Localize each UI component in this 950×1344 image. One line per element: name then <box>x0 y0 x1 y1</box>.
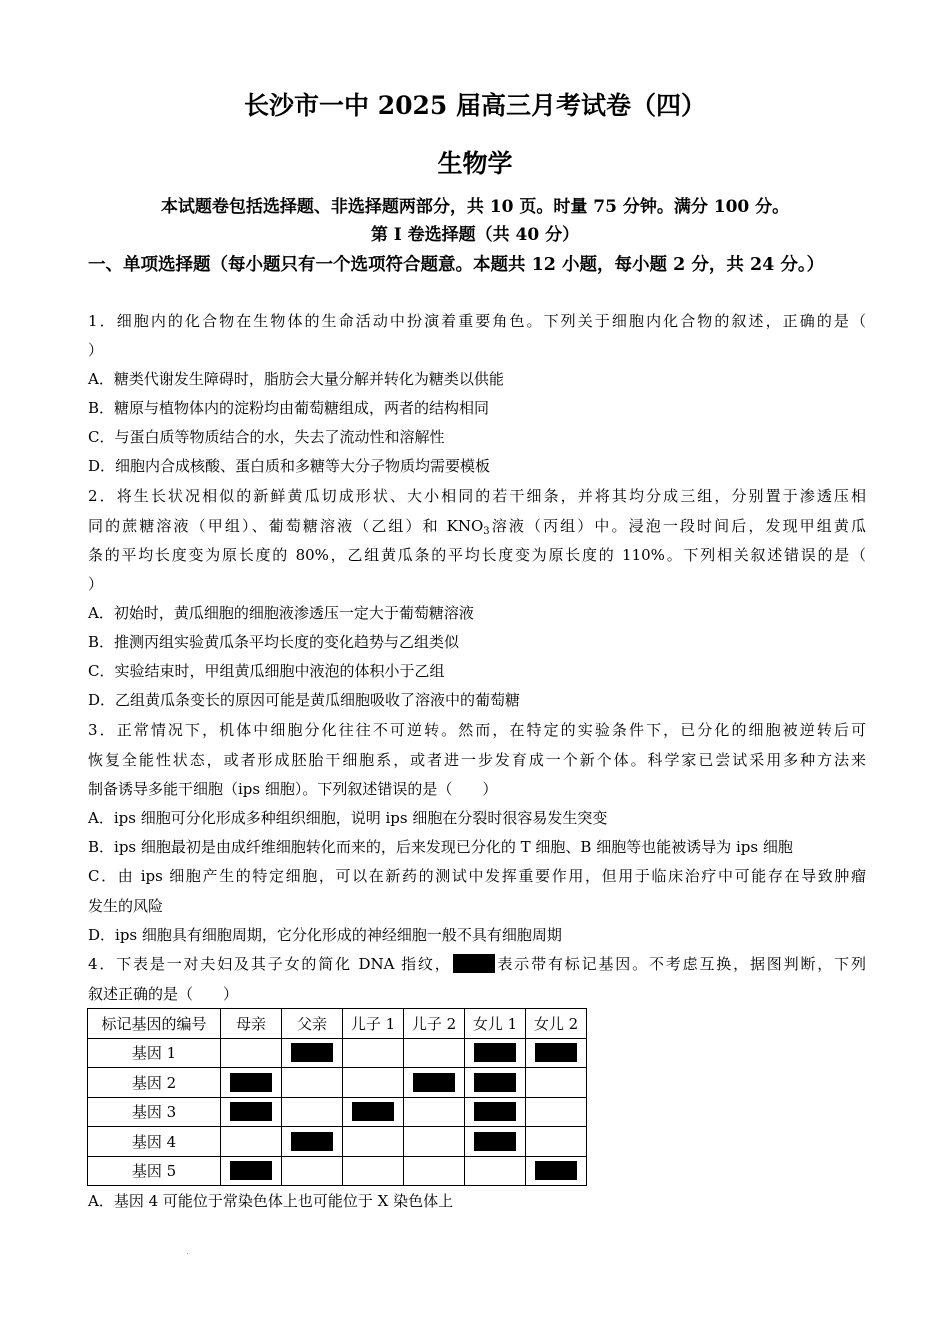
q2-stem-line-2a: 同的蔗糖溶液（甲组）、葡萄糖溶液（乙组）和 KNO <box>88 517 484 535</box>
marker-cell <box>282 1097 343 1127</box>
gene-label-cell: 基因 4 <box>88 1127 221 1157</box>
marker-cell <box>282 1127 343 1157</box>
table-row <box>88 1068 587 1098</box>
q2-stem-line-2 <box>88 516 866 536</box>
gene-label-cell: 基因 5 <box>88 1156 221 1186</box>
q2-option-b: B．推测丙组实验黄瓜条平均长度的变化趋势与乙组类似 <box>88 633 460 651</box>
header-cell: 父亲 <box>282 1009 343 1039</box>
marker-cell <box>343 1038 404 1068</box>
marker-cell <box>221 1097 282 1127</box>
exam-info: 本试题卷包括选择题、非选择题两部分，共 10 页。时量 75 分钟。满分 100 分。 <box>160 197 790 217</box>
q4-stem-line-2: 叙述正确的是（ ） <box>88 985 239 1003</box>
q1-option-d: D．细胞内合成核酸、蛋白质和多糖等大分子物质均需要模板 <box>88 457 491 475</box>
table-header-row <box>88 1009 587 1039</box>
q2-stem-line-4: ） <box>88 575 104 593</box>
q1-stem-line-2: ） <box>88 341 104 359</box>
marker-cell <box>526 1068 587 1098</box>
gene-marker-block <box>230 1073 272 1092</box>
subject-title: 生物学 <box>437 149 513 178</box>
q3-stem-line-2: 恢复全能性状态，或者形成胚胎干细胞系，或者进一步发育成一个新个体。科学家已尝试采用多种方法来 <box>88 751 866 769</box>
marker-cell <box>221 1038 282 1068</box>
marker-cell <box>404 1038 465 1068</box>
marker-cell <box>282 1038 343 1068</box>
marker-cell <box>526 1127 587 1157</box>
marker-cell <box>465 1068 526 1098</box>
part-title: 第 I 卷选择题（共 40 分） <box>370 225 580 245</box>
exam-title: 长沙市一中 2025 届高三月考试卷（四） <box>244 91 706 120</box>
marker-cell <box>404 1068 465 1098</box>
scan-speck <box>187 1253 188 1254</box>
q1-option-a: A．糖类代谢发生障碍时，脂肪会大量分解并转化为糖类以供能 <box>88 370 504 388</box>
gene-marker-block <box>291 1132 333 1151</box>
marker-cell <box>343 1156 404 1186</box>
marker-cell <box>282 1156 343 1186</box>
marker-cell <box>221 1127 282 1157</box>
marker-cell <box>221 1068 282 1098</box>
q1-option-c: C．与蛋白质等物质结合的水，失去了流动性和溶解性 <box>88 428 445 446</box>
gene-marker-block <box>474 1073 516 1092</box>
q3-option-c-line-2: 发生的风险 <box>88 897 164 915</box>
header-cell: 女儿 2 <box>526 1009 587 1039</box>
q2-option-c: C．实验结束时，甲组黄瓜细胞中液泡的体积小于乙组 <box>88 662 445 680</box>
q1-stem-line-1: 1．细胞内的化合物在生物体的生命活动中扮演着重要角色。下列关于细胞内化合物的叙述，正确的是（ <box>88 312 866 330</box>
marker-legend-box <box>453 954 495 973</box>
table-row <box>88 1156 587 1186</box>
gene-marker-block <box>230 1102 272 1121</box>
section-heading: 一、单项选择题（每小题只有一个选项符合题意。本题共 12 小题，每小题 2 分，共 24 分。） <box>88 255 825 275</box>
header-cell: 母亲 <box>221 1009 282 1039</box>
gene-marker-block <box>474 1102 516 1121</box>
q4-stem-line-1 <box>88 954 866 974</box>
marker-cell <box>221 1156 282 1186</box>
q4-stem-line-1b: 表示带有标记基因。不考虑互换，据图判断，下列 <box>495 955 866 973</box>
marker-cell <box>526 1038 587 1068</box>
header-cell: 儿子 1 <box>343 1009 404 1039</box>
gene-label-cell: 基因 2 <box>88 1068 221 1098</box>
gene-marker-block <box>474 1043 516 1062</box>
table-row <box>88 1127 587 1157</box>
q4-stem-line-1a: 4．下表是一对夫妇及其子女的简化 DNA 指纹， <box>88 955 452 973</box>
q1-option-b: B．糖原与植物体内的淀粉均由葡萄糖组成，两者的结构相同 <box>88 399 490 417</box>
marker-cell <box>465 1127 526 1157</box>
q2-option-d: D．乙组黄瓜条变长的原因可能是黄瓜细胞吸收了溶液中的葡萄糖 <box>88 691 521 709</box>
gene-marker-block <box>535 1161 577 1180</box>
header-cell: 标记基因的编号 <box>88 1009 221 1039</box>
table-row <box>88 1038 587 1068</box>
dna-table-body <box>88 1009 587 1186</box>
q2-stem-line-3: 条的平均长度变为原长度的 80%，乙组黄瓜条的平均长度变为原长度的 110%。下列相关叙述错误的是（ <box>88 546 866 564</box>
marker-cell <box>343 1127 404 1157</box>
header-cell: 儿子 2 <box>404 1009 465 1039</box>
q3-stem-line-1: 3．正常情况下，机体中细胞分化往往不可逆转。然而，在特定的实验条件下，已分化的细胞被逆转后可 <box>88 721 866 739</box>
marker-cell <box>282 1068 343 1098</box>
gene-marker-block <box>474 1132 516 1151</box>
q3-option-a: A．ips 细胞可分化形成多种组织细胞，说明 ips 细胞在分裂时很容易发生突变 <box>88 809 608 827</box>
dna-fingerprint-table <box>87 1008 587 1186</box>
marker-cell <box>404 1127 465 1157</box>
marker-cell <box>343 1068 404 1098</box>
header-cell: 女儿 1 <box>465 1009 526 1039</box>
gene-marker-block <box>230 1161 272 1180</box>
q2-stem-line-2b: 溶液（丙组）中。浸泡一段时间后，发现甲组黄瓜 <box>489 517 866 535</box>
q3-option-d: D．ips 细胞具有细胞周期，它分化形成的神经细胞一般不具有细胞周期 <box>88 926 562 944</box>
q3-stem-line-3: 制备诱导多能干细胞（ips 细胞）。下列叙述错误的是（ ） <box>88 780 498 798</box>
marker-cell <box>465 1156 526 1186</box>
q2-option-a: A．初始时，黄瓜细胞的细胞液渗透压一定大于葡萄糖溶液 <box>88 604 474 622</box>
q2-stem-line-1: 2．将生长状况相似的新鲜黄瓜切成形状、大小相同的若干细条，并将其均分成三组，分别置于渗透压相 <box>88 487 866 505</box>
gene-label-cell: 基因 1 <box>88 1038 221 1068</box>
table-row <box>88 1097 587 1127</box>
gene-marker-block <box>291 1043 333 1062</box>
marker-cell <box>526 1156 587 1186</box>
marker-cell <box>404 1097 465 1127</box>
gene-marker-block <box>413 1073 455 1092</box>
q2-subscript: 3 <box>483 526 490 537</box>
gene-label-cell: 基因 3 <box>88 1097 221 1127</box>
marker-cell <box>404 1156 465 1186</box>
marker-cell <box>526 1097 587 1127</box>
q3-option-c-line-1: C．由 ips 细胞产生的特定细胞，可以在新药的测试中发挥重要作用，但用于临床治疗中可能存在导致肿瘤 <box>88 867 866 885</box>
marker-cell <box>465 1097 526 1127</box>
marker-cell <box>343 1097 404 1127</box>
q4-option-a: A．基因 4 可能位于常染色体上也可能位于 X 染色体上 <box>88 1192 454 1210</box>
q3-option-b: B．ips 细胞最初是由成纤维细胞转化而来的，后来发现已分化的 T 细胞、B 细胞等也能被诱导为 ips 细胞 <box>88 838 793 856</box>
marker-cell <box>465 1038 526 1068</box>
gene-marker-block <box>352 1102 394 1121</box>
gene-marker-block <box>535 1043 577 1062</box>
